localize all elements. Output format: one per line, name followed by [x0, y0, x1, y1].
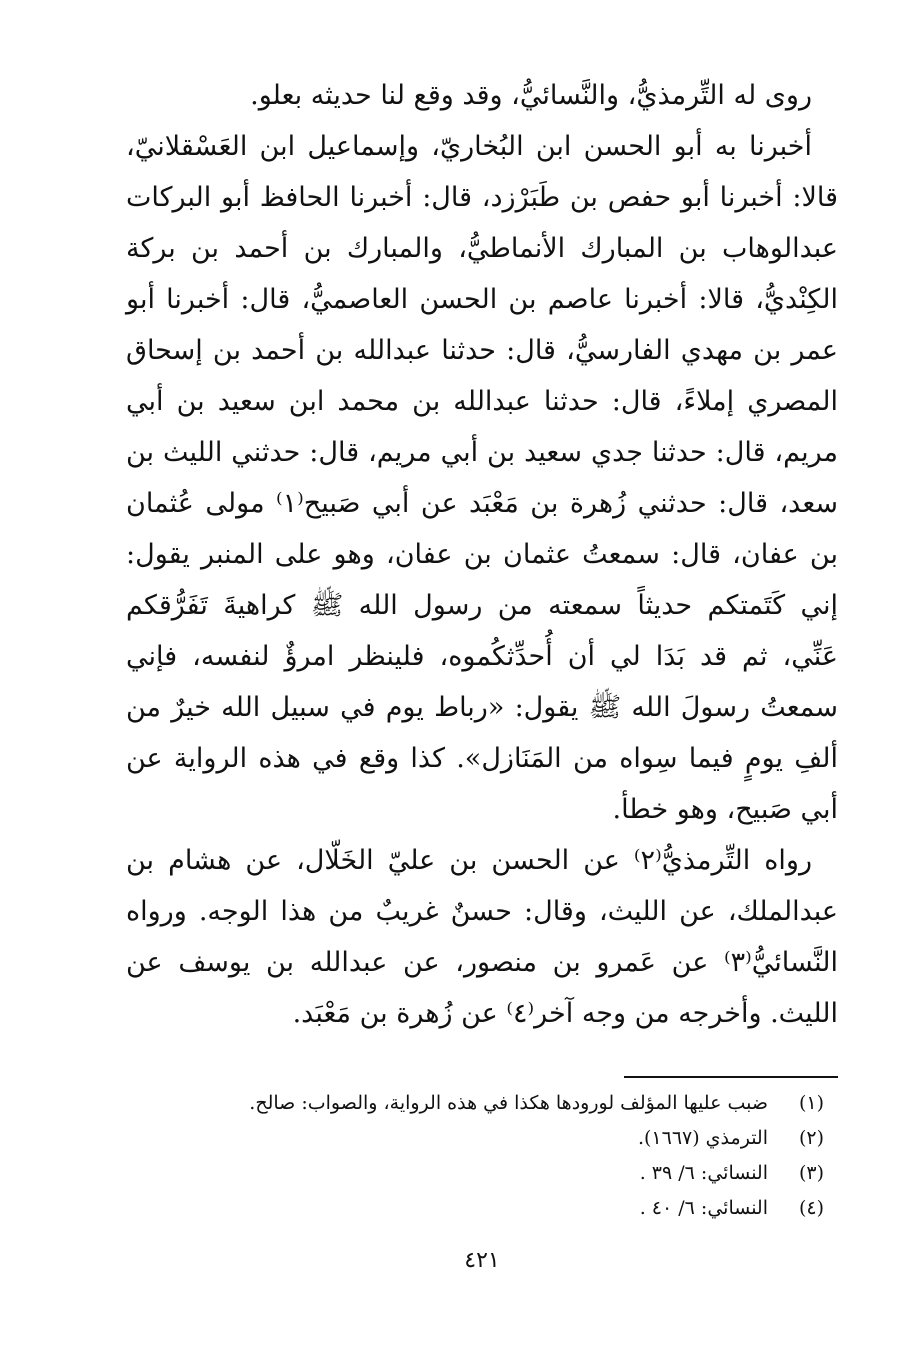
- footnote-number: (٣): [798, 1162, 824, 1184]
- footnote-number: (٢): [798, 1127, 824, 1149]
- footnote-3: [126, 1156, 824, 1191]
- footnote-text: الترمذي (١٦٦٧).: [637, 1127, 768, 1149]
- footnote-separator: [624, 1076, 838, 1078]
- footnote-number: (٤): [798, 1197, 824, 1219]
- footnote-text: النسائي: ٦/ ٤٠ .: [639, 1197, 768, 1219]
- footnote-4: [126, 1191, 824, 1226]
- footnote-text: النسائي: ٦/ ٣٩ .: [639, 1162, 768, 1184]
- footnote-number: (١): [798, 1092, 824, 1114]
- footnote-1: [126, 1086, 824, 1121]
- footnotes: [126, 1086, 824, 1226]
- paragraph-3: رواه التِّرمذيُّ⁽٢⁾ عن الحسن بن عليّ الخَلّال، عن هشام بن عبدالملك، عن الليث، وقال: حسنٌ غريبٌ من هذا الوجه. ورواه النَّسائيُّ⁽٣⁾ عن عَمرو بن منصور، عن عبدالله بن يوسف عن الليث. وأخرجه من وجه آخر⁽٤⁾ عن زُهرة بن مَعْبَد.: [126, 845, 838, 1029]
- footnote-text: ضبب عليها المؤلف لورودها هكذا في هذه الرواية، والصواب: صالح.: [249, 1092, 768, 1114]
- book-page: [126, 70, 838, 1310]
- page-number: ٤٢١: [464, 1248, 500, 1273]
- paragraph-2: أخبرنا به أبو الحسن ابن البُخاريّ، وإسماعيل ابن العَسْقلانيّ، قالا: أخبرنا أبو حفص بن طَبَرْزد، قال: أخبرنا الحافظ أبو البركات عبدالوهاب بن المبارك الأنماطيُّ، والمبارك بن أحمد بن بركة الكِنْديُّ، قالا: أخبرنا عاصم بن الحسن العاصميُّ، قال: أخبرنا أبو عمر بن مهدي الفارسيُّ، قال: حدثنا عبدالله بن أحمد بن إسحاق المصري إملاءً، قال: حدثنا عبدالله بن محمد ابن سعيد بن أبي مريم، قال: حدثنا جدي سعيد بن أبي مريم، قال: حدثني الليث بن سعد، قال: حدثني زُهرة بن مَعْبَد عن أبي صَبيح⁽١⁾ مولى عُثمان بن عفان، قال: سمعتُ عثمان بن عفان، وهو على المنبر يقول: إني كَتَمتكم حديثاً سمعته من رسول الله ﷺ كراهيةَ تَفَرُّقكم عَنِّي، ثم قد بَدَا لي أن أُحدِّثكُموه، فلينظر امرؤٌ لنفسه، فإني سمعتُ رسولَ الله ﷺ يقول: «رباط يوم في سبيل الله خيرٌ من ألفِ يومٍ فيما سِواه من المَنَازل». كذا وقع في هذه الرواية عن أبي صَبيح، وهو خطأ.: [126, 131, 838, 825]
- main-text: [126, 70, 838, 1039]
- paragraph-1: روى له التِّرمذيُّ، والنَّسائيُّ، وقد وقع لنا حديثه بعلو.: [250, 80, 812, 111]
- footnote-2: [126, 1121, 824, 1156]
